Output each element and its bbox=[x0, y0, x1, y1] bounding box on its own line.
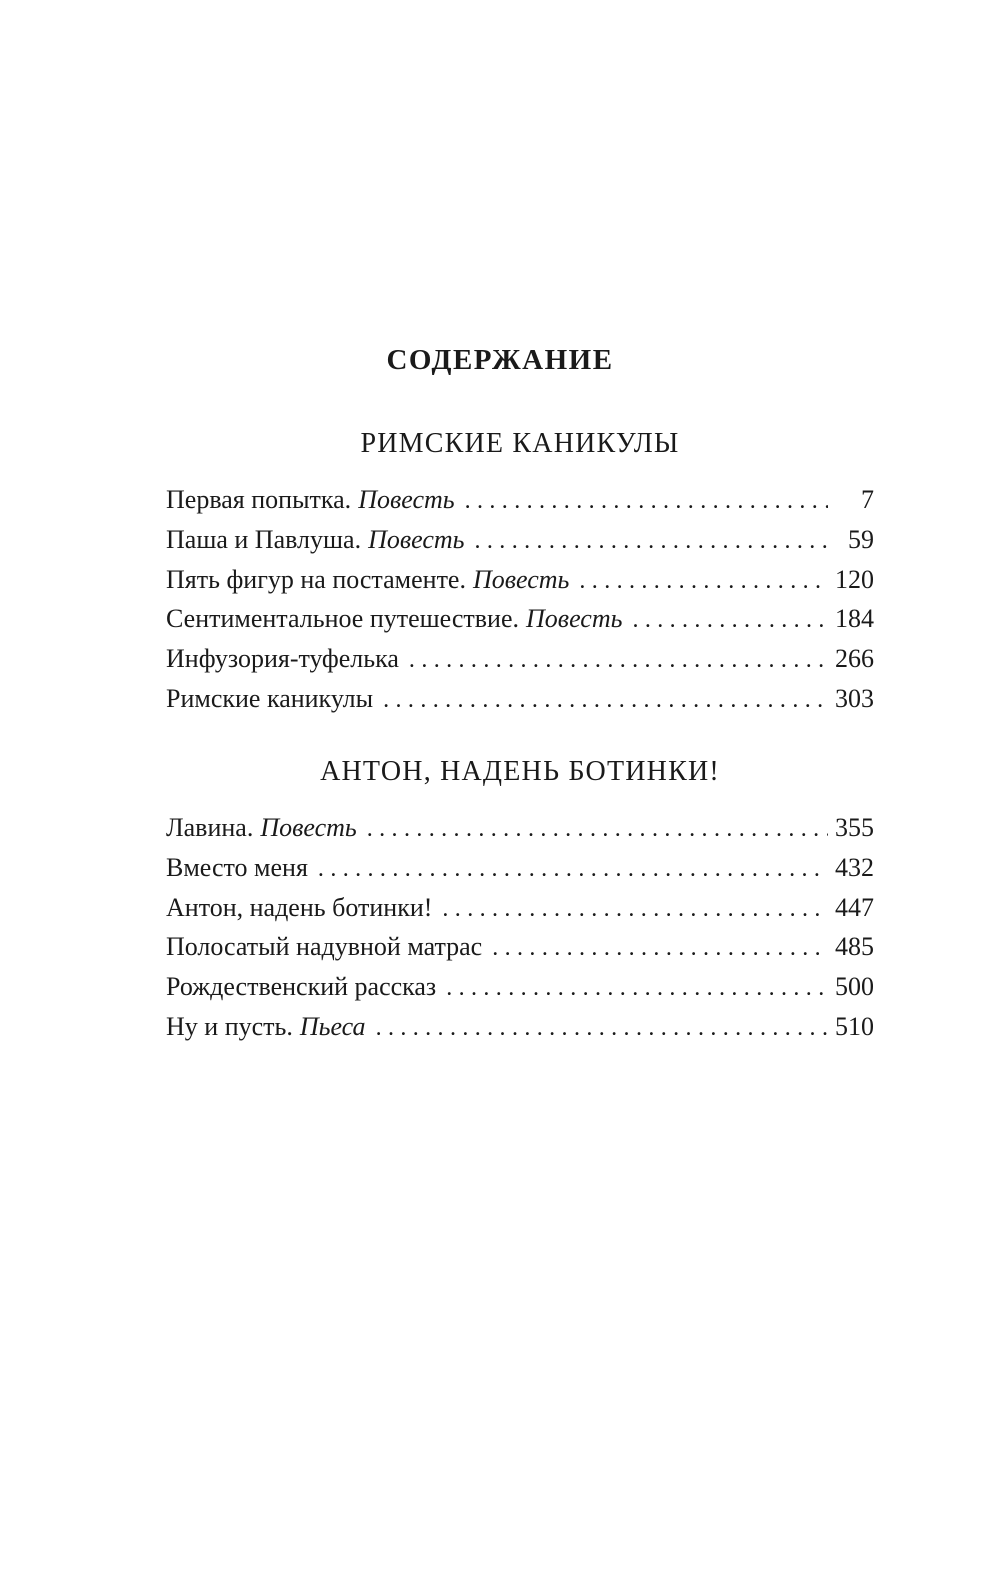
entry-genre: Повесть bbox=[472, 564, 570, 594]
entry-page-number: 355 bbox=[835, 813, 874, 842]
entry-genre: Повесть bbox=[526, 604, 623, 634]
dot-leader bbox=[409, 641, 828, 681]
toc-entry[interactable] bbox=[166, 848, 874, 888]
dot-leader bbox=[465, 482, 828, 522]
toc-entry[interactable] bbox=[166, 888, 874, 928]
toc-entry[interactable] bbox=[166, 679, 874, 719]
toc-entry[interactable] bbox=[166, 639, 874, 679]
entry-title: Пять фигур на постаменте. Повесть bbox=[166, 564, 570, 594]
entry-genre: Повесть bbox=[368, 524, 465, 554]
toc-entry[interactable] bbox=[166, 560, 874, 600]
entry-page-number: 7 bbox=[861, 485, 874, 514]
entry-page-number: 59 bbox=[848, 524, 874, 554]
entry-page-number: 303 bbox=[835, 683, 874, 713]
toc-entry[interactable] bbox=[166, 520, 874, 560]
entry-title: Полосатый надувной матрас bbox=[166, 932, 483, 962]
entry-title: Лавина. Повесть bbox=[166, 813, 357, 842]
dot-leader bbox=[318, 850, 828, 890]
entry-page-number: 266 bbox=[835, 644, 874, 674]
section-entries-anton-naden-botinki bbox=[166, 808, 874, 1047]
entry-title: Сентиментальное путешествие. Повесть bbox=[166, 604, 623, 634]
dot-leader bbox=[475, 522, 829, 562]
dot-leader bbox=[579, 562, 828, 602]
entry-title: Ну и пусть. Пьеса bbox=[166, 1011, 366, 1041]
entry-page-number: 510 bbox=[835, 1011, 874, 1041]
entry-genre: Пьеса bbox=[299, 1011, 366, 1041]
entry-page-number: 500 bbox=[835, 972, 874, 1002]
toc-title: СОДЕРЖАНИЕ bbox=[386, 344, 614, 376]
dot-leader bbox=[383, 681, 828, 721]
dot-leader bbox=[632, 601, 828, 641]
entry-title: Вместо меня bbox=[166, 852, 308, 882]
entry-genre: Повесть bbox=[358, 485, 455, 514]
dot-leader bbox=[492, 929, 828, 969]
entry-title: Инфузория-туфелька bbox=[166, 644, 399, 674]
entry-title: Антон, надень ботинки! bbox=[166, 892, 433, 922]
entry-page-number: 120 bbox=[835, 564, 874, 594]
entry-page-number: 432 bbox=[835, 852, 874, 882]
toc-entry[interactable] bbox=[166, 599, 874, 639]
entry-title: Рождественский рассказ bbox=[166, 972, 437, 1002]
dot-leader bbox=[446, 969, 828, 1009]
entry-title: Римские каникулы bbox=[166, 683, 374, 713]
toc-entry[interactable] bbox=[166, 808, 874, 848]
dot-leader bbox=[376, 1009, 828, 1049]
toc-entry[interactable] bbox=[166, 480, 874, 520]
dot-leader bbox=[442, 890, 828, 930]
toc-entry[interactable] bbox=[166, 927, 874, 967]
section-entries-rimskie-kanikuly bbox=[166, 480, 874, 719]
section-heading-rimskie-kanikuly: РИМСКИЕ КАНИКУЛЫ bbox=[360, 428, 680, 459]
toc-entry[interactable] bbox=[166, 1007, 874, 1047]
entry-page-number: 447 bbox=[835, 892, 874, 922]
toc-entry[interactable] bbox=[166, 967, 874, 1007]
section-heading-anton-naden-botinki: АНТОН, НАДЕНЬ БОТИНКИ! bbox=[320, 756, 720, 787]
dot-leader bbox=[367, 810, 828, 850]
entry-page-number: 485 bbox=[835, 932, 874, 962]
entry-genre: Повесть bbox=[260, 813, 357, 842]
entry-title: Первая попытка. Повесть bbox=[166, 485, 455, 514]
entry-title: Паша и Павлуша. Повесть bbox=[166, 524, 465, 554]
entry-page-number: 184 bbox=[835, 604, 874, 634]
